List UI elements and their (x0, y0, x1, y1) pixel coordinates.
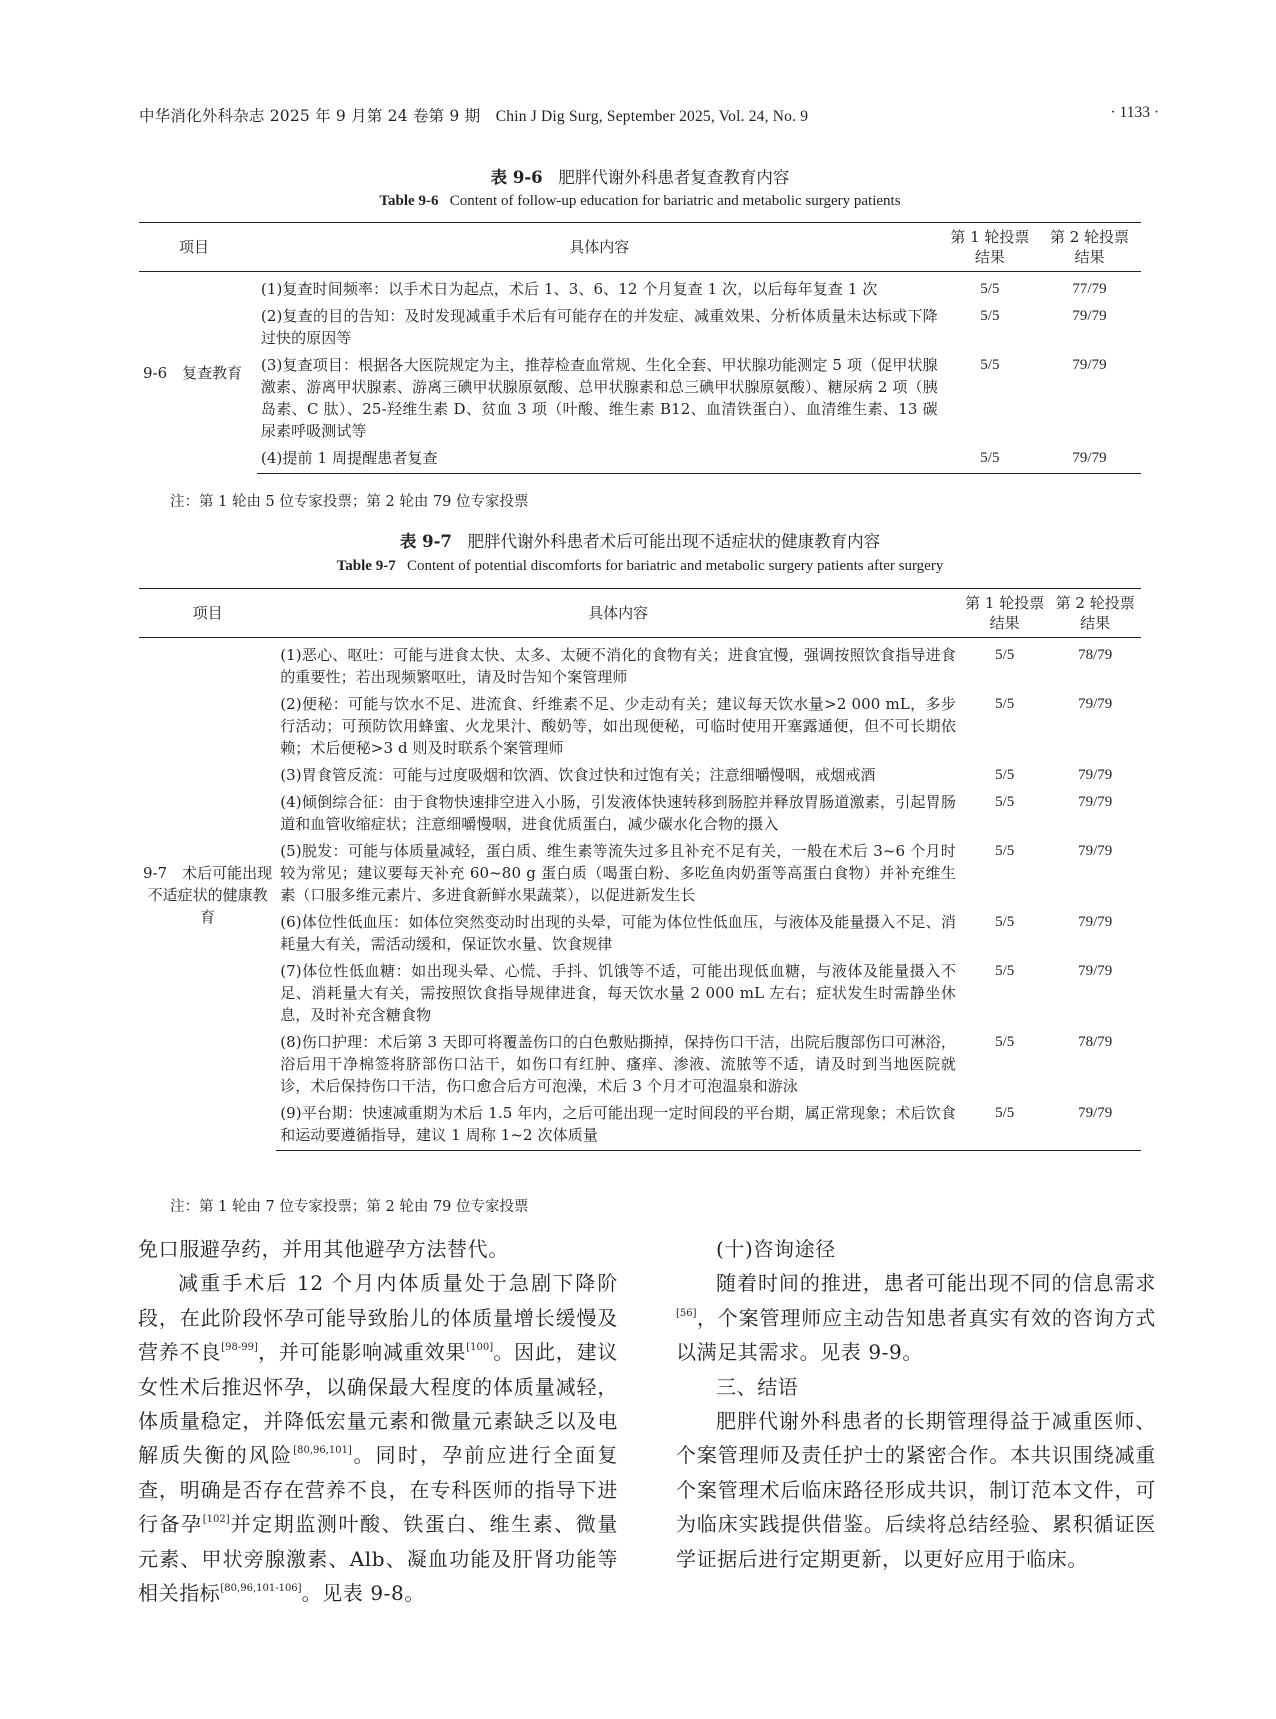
table-header-row (139, 589, 1141, 638)
body-column-right (676, 1232, 1156, 1576)
round1-result: 5/5 (995, 843, 1015, 859)
row-content: (5)脱发：可能与体质量减轻，蛋白质、维生素等流失过多且补充不足有关，一般在术后 3~6 个月时较为常见；建议要每天补充 60~80 g 蛋白质（喝蛋白粉、多吃鱼肉奶蛋等高蛋白食物）并补充维生素（口服多维元素片、多进食新鲜水果蔬菜），以促进新发生长 (280, 842, 956, 904)
round1-result: 5/5 (980, 308, 1000, 324)
round1-result: 5/5 (995, 914, 1015, 930)
paragraph-text: 。同时，孕前应进行全面复查，明确是否存在营养不良，在专科医师的指导下进行备孕 (138, 1443, 618, 1537)
paragraph-text: 。见表 9-8。 (301, 1581, 425, 1606)
row-content: (4)提前 1 周提醒患者复查 (257, 444, 942, 474)
citation: [98-99] (221, 1342, 258, 1354)
paragraph-text: 随着时间的推进，患者可能出现不同的信息需求 (716, 1271, 1156, 1296)
row-content: (3)复查项目：根据各大医院规定为主，推荐检查血常规、生化全套、甲状腺功能测定 5 项（促甲状腺激素、游离甲状腺素、游离三碘甲状腺原氨酸、总甲状腺素和总三碘甲状腺原氨酸）、糖尿病 2 项（胰岛素、C 肽）、25-羟维生素 D、贫血 3 项（叶酸、维生素 B12、血清铁蛋白）、血清维生素、13 碳尿素呼吸测试等 (260, 356, 938, 440)
citation: [102] (202, 1514, 230, 1526)
round2-result: 79/79 (1078, 696, 1113, 712)
round2-result: 78/79 (1078, 647, 1113, 663)
table97-caption-zh (139, 528, 1141, 552)
round1-result: 5/5 (995, 794, 1015, 810)
round2-result: 79/79 (1078, 843, 1113, 859)
col-header-round2: 第 2 轮投票 结果 (1038, 223, 1141, 272)
table97-label-en: Table 9-7 (336, 558, 396, 574)
col-header-content: 具体内容 (257, 223, 942, 272)
table96-caption-en (139, 193, 1141, 210)
row-content: (2)便秘：可能与饮水不足、进流食、纤维素不足、少走动有关；建议每天饮水量>2 000 mL，多步行活动；可预防饮用蜂蜜、火龙果汁、酸奶等，如出现便秘，可临时使用开塞露通便，但不可长期依赖；术后便秘>3 d 则及时联系个案管理师 (280, 695, 956, 757)
table-row (139, 788, 1141, 837)
round1-result: 5/5 (995, 696, 1015, 712)
paragraph (138, 1266, 618, 1610)
paragraph: 肥胖代谢外科患者的长期管理得益于减重医师、个案管理师及责任护士的紧密合作。本共识围绕减重个案管理术后临床路径形成共识，制订范本文件，可为临床实践提供借鉴。后续将总结经验、累积循证医学证据后进行定期更新，以更好应用于临床。 (676, 1409, 1156, 1571)
row-item-label: 9-7 术后可能出现 不适症状的健康教育 (143, 863, 273, 926)
row-content: (3)胃食管反流：可能与过度吸烟和饮酒、饮食过快和过饱有关；注意细嚼慢咽，戒烟戒酒 (280, 766, 876, 784)
row-content: (1)复查时间频率：以手术日为起点，术后 1、3、6、12 个月复查 1 次，以后每年复查 1 次 (260, 280, 878, 298)
round1-result: 5/5 (995, 963, 1015, 979)
paragraph-text: ，个案管理师应主动告知患者真实有效的咨询方式以满足其需求。见表 9-9。 (676, 1305, 1156, 1365)
round2-result: 79/79 (1078, 794, 1113, 810)
table96-label-en: Table 9-6 (379, 193, 439, 209)
body-column-left (138, 1232, 618, 1610)
round2-result: 78/79 (1078, 1034, 1113, 1050)
table-row (139, 690, 1141, 761)
round1-result: 5/5 (942, 444, 1038, 474)
table-row (139, 837, 1141, 908)
table97-note: 注：第 1 轮由 7 位专家投票；第 2 轮由 79 位专家投票 (170, 1199, 529, 1215)
paragraph (676, 1266, 1156, 1369)
table-9-7 (139, 588, 1141, 1151)
col-header-round1: 第 1 轮投票 结果 (960, 589, 1049, 638)
round1-result: 5/5 (980, 357, 1000, 373)
round1-result: 5/5 (995, 1034, 1015, 1050)
section-heading: 三、结语 (716, 1374, 799, 1399)
table96-label-zh: 表 9-6 (490, 168, 543, 187)
row-content: (7)体位性低血糖：如出现头晕、心慌、手抖、饥饿等不适，可能出现低血糖，与液体及能量摄入不足、消耗量大有关，需按照饮食指导规律进食，每天饮水量 2 000 mL 左右；症状发生时需静坐休息，及时补充含糖食物 (280, 962, 956, 1024)
table97-caption-en (139, 558, 1141, 575)
journal-name-en: Chin J Dig Surg, September 2025, Vol. 24, No. 9 (495, 108, 809, 125)
table-row (139, 302, 1141, 351)
col-header-round1: 第 1 轮投票 结果 (942, 223, 1038, 272)
table96-title-zh: 肥胖代谢外科患者复查教育内容 (558, 168, 790, 187)
round2-result: 79/79 (1078, 767, 1113, 783)
table96-caption-zh (139, 164, 1141, 188)
citation: [80,96,101-106] (220, 1583, 302, 1595)
round2-result: 79/79 (1072, 357, 1107, 373)
table97-title-zh: 肥胖代谢外科患者术后可能出现不适症状的健康教育内容 (467, 532, 881, 551)
table-row (139, 444, 1141, 474)
table96-title-en: Content of follow-up education for bariatric and metabolic surgery patients (449, 193, 901, 209)
table-row (139, 908, 1141, 957)
citation: [56] (676, 1307, 697, 1319)
col-header-content: 具体内容 (276, 589, 960, 638)
round2-result: 79/79 (1078, 963, 1113, 979)
table-9-6 (139, 222, 1141, 474)
paragraph: 免口服避孕药，并用其他避孕方法替代。 (138, 1237, 509, 1261)
round2-result: 79/79 (1049, 1099, 1141, 1151)
row-content: (9)平台期：快速减重期为术后 1.5 年内，之后可能出现一定时间段的平台期，属正常现象；术后饮食和运动要遵循指导，建议 1 周称 1~2 次体质量 (276, 1099, 960, 1151)
page-number: · 1133 · (1110, 104, 1159, 121)
paragraph-text: 减重手术后 12 个月内体质量处于急剧下降阶段，在此阶段怀孕可能导致胎儿的体质量增长缓慢及营养不良 (138, 1271, 618, 1365)
row-content: (1)恶心、呕吐：可能与进食太快、太多、太硬不消化的食物有关；进食宜慢，强调按照饮食指导进食的重要性；若出现频繁呕吐，请及时告知个案管理师 (280, 646, 956, 686)
table-row (139, 272, 1141, 303)
table-header-row (139, 223, 1141, 272)
round1-result: 5/5 (995, 767, 1015, 783)
col-header-round2: 第 2 轮投票 结果 (1049, 589, 1141, 638)
table-row (139, 351, 1141, 444)
table-row (139, 638, 1141, 691)
col-header-item: 项目 (139, 589, 276, 638)
row-content: (4)倾倒综合征：由于食物快速排空进入小肠，引发液体快速转移到肠腔并释放胃肠道激素，引起胃肠道和血管收缩症状；注意细嚼慢咽，进食优质蛋白，减少碳水化合物的摄入 (280, 793, 956, 833)
round2-result: 79/79 (1038, 444, 1141, 474)
table97-label-zh: 表 9-7 (399, 532, 452, 551)
section-heading: (十)咨询途径 (716, 1237, 836, 1261)
citation: [80,96,101] (293, 1445, 352, 1457)
table-row (139, 1028, 1141, 1099)
round1-result: 5/5 (960, 1099, 1049, 1151)
col-header-item: 项目 (139, 223, 257, 272)
running-header (139, 104, 808, 126)
round2-result: 79/79 (1078, 914, 1113, 930)
round2-result: 79/79 (1072, 308, 1107, 324)
citation: [100] (466, 1342, 494, 1354)
row-item-label: 9-6 复查教育 (143, 364, 243, 383)
paragraph-text: 。因此，建议女性术后推迟怀孕，以确保最大程度的体质量减轻，体质量稳定，并降低宏量元素和微量元素缺乏以及电解质失衡的风险 (138, 1340, 618, 1468)
journal-name: 中华消化外科杂志 2025 年 9 月第 24 卷第 9 期 (139, 107, 481, 125)
table96-note: 注：第 1 轮由 5 位专家投票；第 2 轮由 79 位专家投票 (170, 494, 529, 510)
paragraph-text: 并定期监测叶酸、铁蛋白、维生素、微量元素、甲状旁腺激素、Alb、凝血功能及肝肾功能等相关指标 (138, 1512, 618, 1606)
table97-title-en: Content of potential discomforts for bariatric and metabolic surgery patients after surgery (406, 558, 944, 574)
table-row (139, 957, 1141, 1028)
paragraph-text: ，并可能影响减重效果 (257, 1340, 467, 1365)
row-content: (6)体位性低血压：如体位突然变动时出现的头晕，可能为体位性低血压，与液体及能量摄入不足、消耗量大有关，需活动缓和，保证饮水量、饮食规律 (280, 913, 956, 953)
table-row (139, 1099, 1141, 1151)
table-row (139, 761, 1141, 788)
round1-result: 5/5 (980, 281, 1000, 297)
round2-result: 77/79 (1072, 281, 1107, 297)
row-content: (2)复查的目的告知：及时发现减重手术后有可能存在的并发症、减重效果、分析体质量未达标或下降过快的原因等 (260, 307, 938, 347)
row-content: (8)伤口护理：术后第 3 天即可将覆盖伤口的白色敷贴撕掉，保持伤口干洁，出院后腹部伤口可淋浴，浴后用干净棉签将脐部伤口沾干，如伤口有红肿、瘙痒、渗液、流脓等不适，请及时到当地医院就诊，术后保持伤口干洁，伤口愈合后方可泡澡，术后 3 个月才可泡温泉和游泳 (280, 1033, 956, 1095)
round1-result: 5/5 (995, 647, 1015, 663)
